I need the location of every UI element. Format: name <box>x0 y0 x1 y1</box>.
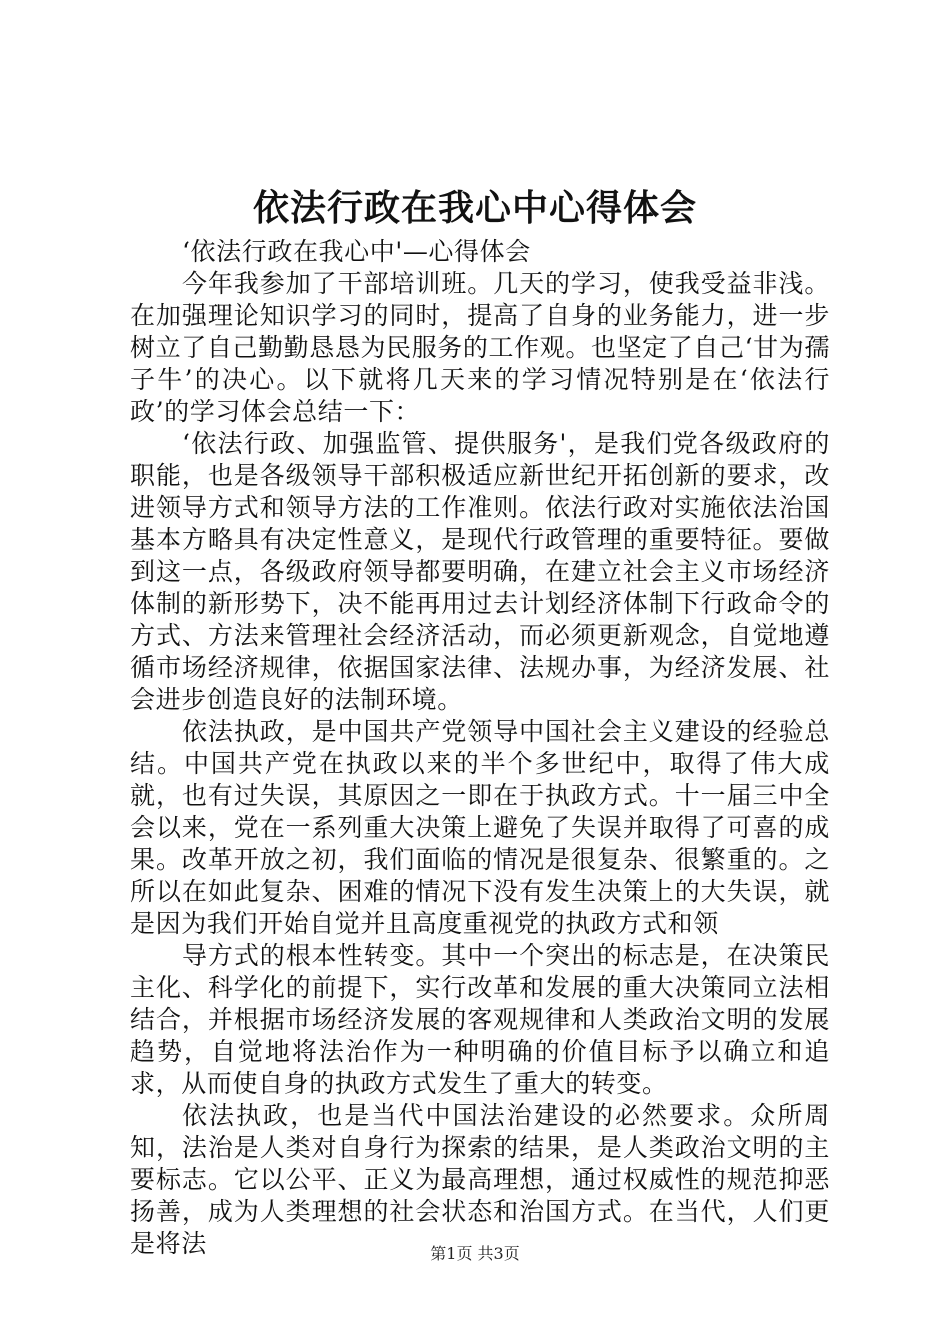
document-title: 依法行政在我心中心得体会 <box>252 188 697 229</box>
paragraph-subtitle: ‘依法行政在我心中'—心得体会 <box>182 237 531 266</box>
paragraph: 今年我参加了干部培训班。几天的学习，使我受益非浅。在加强理论知识学习的同时，提高了自身的业务能力，进一步树立了自己勤勤恳恳为民服务的工作观。也坚定了自己‘甘为孺子牛’的决心。以下就将几天来的学习情况特别是在‘依法行政’的学习体会总结一下： <box>130 269 830 426</box>
paragraph: 导方式的根本性转变。其中一个突出的标志是，在决策民主化、科学化的前提下，实行改革和发展的重大决策同立法相结合，并根据市场经济发展的客观规律和人类政治文明的发展趋势，自觉地将法治作为一种明确的价值目标予以确立和追求，从而使自身的执政方式发生了重大的转变。 <box>130 941 830 1098</box>
paragraph: 依法执政，是中国共产党领导中国社会主义建设的经验总结。中国共产党在执政以来的半个多世纪中，取得了伟大成就，也有过失误，其原因之一即在于执政方式。十一届三中全会以来，党在一系列重大决策上避免了失误并取得了可喜的成果。改革开放之初，我们面临的情况是很复杂、很繁重的。之所以在如此复杂、困难的情况下没有发生决策上的大失误，就是因为我们开始自觉并且高度重视党的执政方式和领 <box>130 717 830 938</box>
document-body <box>130 236 830 1260</box>
paragraph: 依法执政，也是当代中国法治建设的必然要求。众所周知，法治是人类对自身行为探索的结果，是人类政治文明的主要标志。它以公平、正义为最高理想，通过权威性的规范抑恶扬善，成为人类理想的社会状态和治国方式。在当代，人们更是将法 <box>130 1101 830 1258</box>
page-footer: 第1页 共3页 <box>430 1244 520 1263</box>
paragraph: ‘依法行政、加强监管、提供服务'，是我们党各级政府的职能，也是各级领导干部积极适应新世纪开拓创新的要求，改进领导方式和领导方法的工作准则。依法行政对实施依法治国基本方略具有决定性意义，是现代行政管理的重要特征。要做到这一点，各级政府领导都要明确，在建立社会主义市场经济体制的新形势下，决不能再用过去计划经济体制下行政命令的方式、方法来管理社会经济活动，而必须更新观念，自觉地遵循市场经济规律，依据国家法律、法规办事，为经济发展、社会进步创造良好的法制环境。 <box>130 429 830 714</box>
